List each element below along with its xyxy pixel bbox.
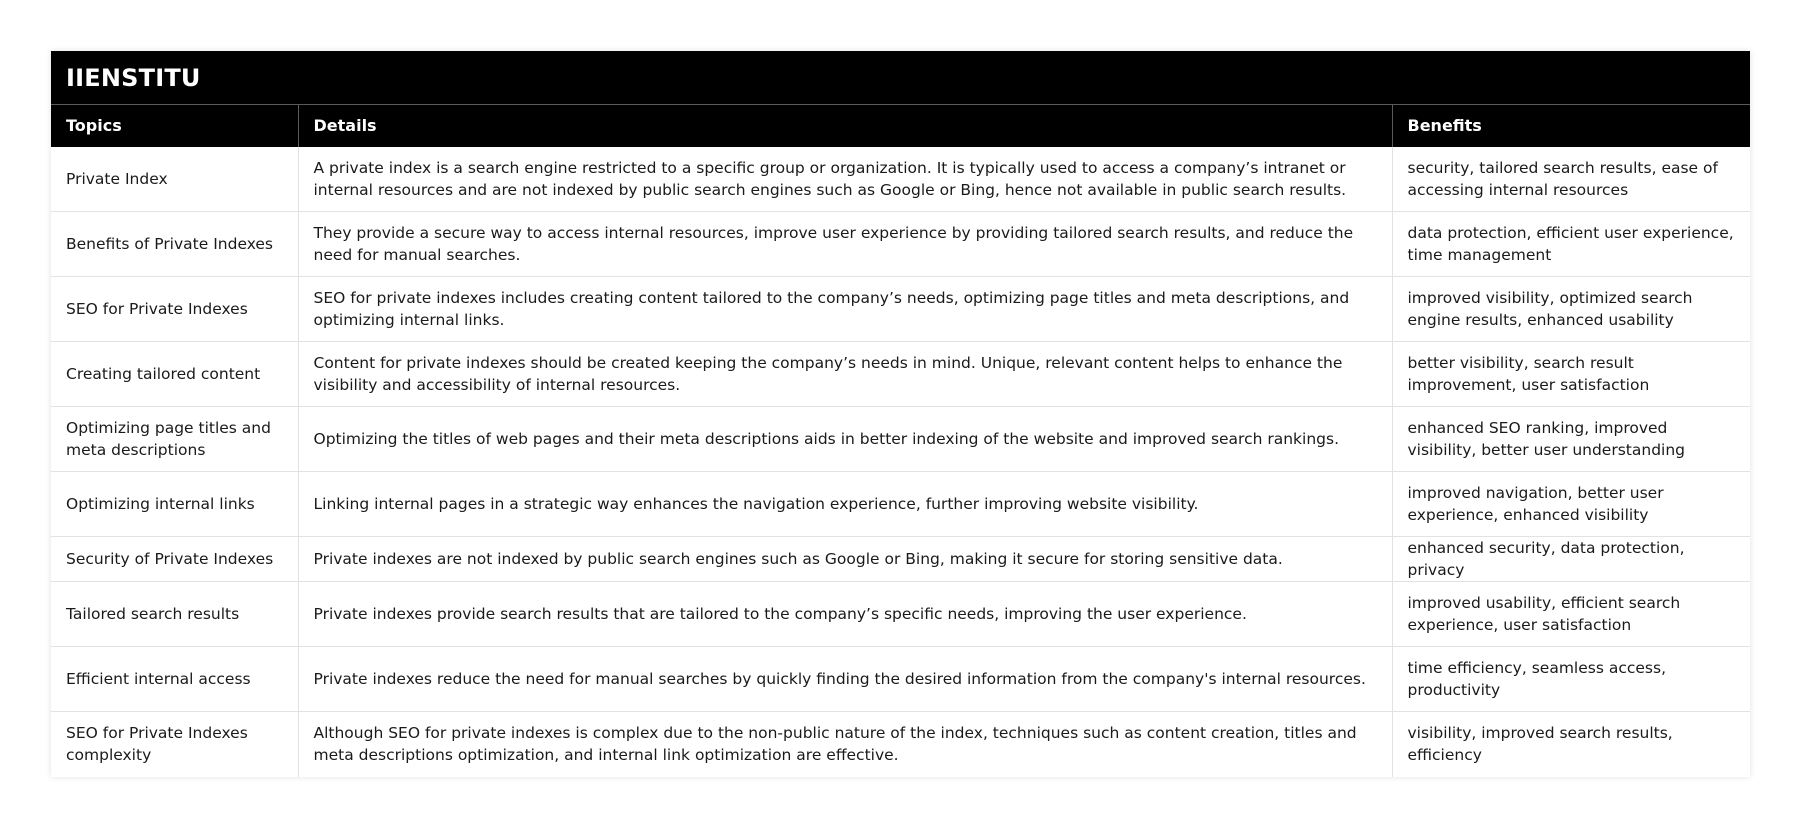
table-row <box>51 472 1750 537</box>
topic-cell: SEO for Private Indexes complexity <box>51 712 298 777</box>
column-header-details: Details <box>298 105 1392 147</box>
benefits-cell: security, tailored search results, ease of accessing internal resources <box>1392 147 1750 212</box>
table-row <box>51 712 1750 777</box>
table-row <box>51 647 1750 712</box>
table-row <box>51 212 1750 277</box>
benefits-cell: enhanced security, data protection, privacy <box>1392 537 1750 582</box>
table-row <box>51 277 1750 342</box>
benefits-cell: improved navigation, better user experience, enhanced visibility <box>1392 472 1750 537</box>
details-cell: Private indexes provide search results that are tailored to the company’s specific needs, improving the user experience. <box>298 582 1392 647</box>
table-row <box>51 342 1750 407</box>
column-header-benefits: Benefits <box>1392 105 1750 147</box>
topic-cell: Tailored search results <box>51 582 298 647</box>
details-cell: Optimizing the titles of web pages and their meta descriptions aids in better indexing of the website and improved search rankings. <box>298 407 1392 472</box>
table-row <box>51 407 1750 472</box>
benefits-cell: data protection, efficient user experience, time management <box>1392 212 1750 277</box>
details-cell: Private indexes are not indexed by public search engines such as Google or Bing, making it secure for storing sensitive data. <box>298 537 1392 582</box>
content-table-container <box>51 51 1750 777</box>
benefits-cell: visibility, improved search results, efficiency <box>1392 712 1750 777</box>
topic-cell: Security of Private Indexes <box>51 537 298 582</box>
topic-cell: Private Index <box>66 169 168 188</box>
topic-cell: Benefits of Private Indexes <box>51 212 298 277</box>
benefits-cell: time efficiency, seamless access, productivity <box>1392 647 1750 712</box>
benefits-cell: better visibility, search result improvement, user satisfaction <box>1392 342 1750 407</box>
details-cell: Private indexes reduce the need for manual searches by quickly finding the desired information from the company's internal resources. <box>298 647 1392 712</box>
details-cell: Although SEO for private indexes is complex due to the non-public nature of the index, techniques such as content creation, titles and meta descriptions optimization, and internal link optimization are effective. <box>298 712 1392 777</box>
content-table <box>51 104 1750 777</box>
details-cell: SEO for private indexes includes creating content tailored to the company’s needs, optimizing page titles and meta descriptions, and optimizing internal links. <box>298 277 1392 342</box>
benefits-cell: enhanced SEO ranking, improved visibility, better user understanding <box>1392 407 1750 472</box>
topic-cell: Efficient internal access <box>51 647 298 712</box>
table-title: IIENSTITU <box>51 51 1750 104</box>
topic-cell: SEO for Private Indexes <box>51 277 298 342</box>
column-header-topics: Topics <box>51 105 298 147</box>
details-cell: Content for private indexes should be created keeping the company’s needs in mind. Unique, relevant content helps to enhance the visibility and accessibility of internal resources. <box>298 342 1392 407</box>
details-cell: Linking internal pages in a strategic way enhances the navigation experience, further improving website visibility. <box>298 472 1392 537</box>
topic-cell: Optimizing page titles and meta descriptions <box>51 407 298 472</box>
details-cell: A private index is a search engine restricted to a specific group or organization. It is typically used to access a company’s intranet or internal resources and are not indexed by public search engines such as Google or Bing, hence not available in public search results. <box>298 147 1392 212</box>
benefits-cell: improved visibility, optimized search engine results, enhanced usability <box>1392 277 1750 342</box>
table-row <box>51 582 1750 647</box>
topic-cell: Optimizing internal links <box>51 472 298 537</box>
details-cell: They provide a secure way to access internal resources, improve user experience by providing tailored search results, and reduce the need for manual searches. <box>298 212 1392 277</box>
table-header-row <box>51 105 1750 147</box>
benefits-cell: improved usability, efficient search experience, user satisfaction <box>1392 582 1750 647</box>
table-row <box>51 147 1750 212</box>
topic-cell: Creating tailored content <box>51 342 298 407</box>
table-row <box>51 537 1750 582</box>
